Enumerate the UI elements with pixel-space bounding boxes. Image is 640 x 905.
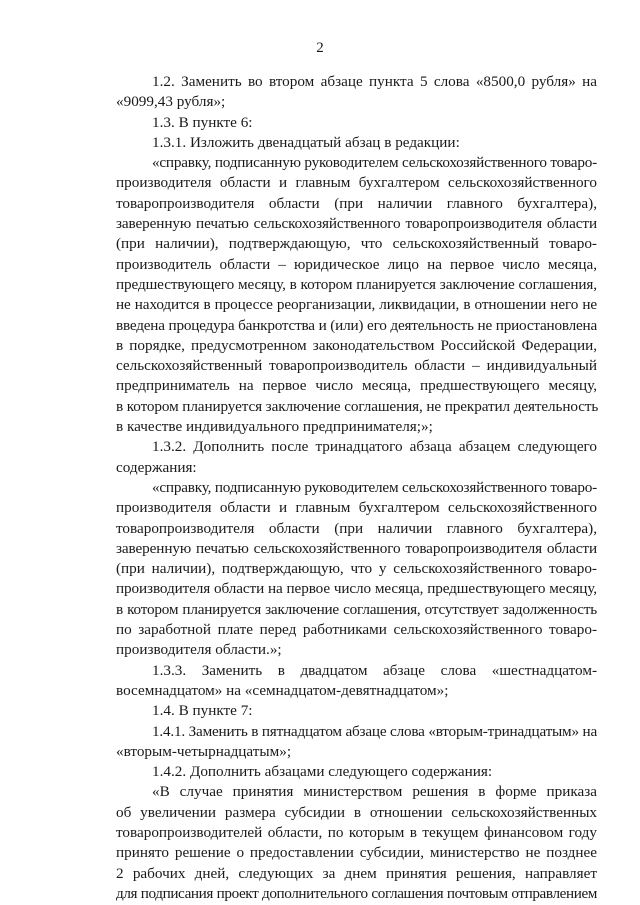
text-line: 1.4. В пункте 7: <box>152 702 253 720</box>
text-line: принято решение о предоставлении субсидии, министерство не позднее <box>116 844 597 862</box>
text-line: по заработной плате перед работниками сельскохозяйственного товаро- <box>116 621 597 639</box>
text-line: товаропроизводителя области (при наличии главного бухгалтера), <box>116 519 597 537</box>
text-line: товаропроизводителей области, по которым в текущем финансовом году <box>116 823 597 841</box>
text-line: «9099,43 рубля»; <box>116 93 226 111</box>
text-line: 2 рабочих дней, следующих за днем принятия решения, направляет <box>116 864 597 882</box>
text-line: 1.3.3. Заменить в двадцатом абзаце слова «шестнадцатом- <box>152 661 597 679</box>
text-line: 1.4.1. Заменить в пятнадцатом абзаце слова «вторым-тринадцатым» на <box>152 722 597 740</box>
text-line: в порядке, предусмотренном законодательством Российской Федерации, <box>116 336 597 354</box>
text-line: «вторым-четырнадцатым»; <box>116 742 292 760</box>
document-body <box>116 72 597 904</box>
text-line: заверенную печатью сельскохозяйственного товаропроизводителя области <box>116 539 597 557</box>
text-line: производителя области на первое число месяца, предшествующего месяцу, <box>116 580 597 598</box>
text-line: «справку, подписанную руководителем сельскохозяйственного товаро- <box>152 154 597 172</box>
page-number: 2 <box>316 40 324 56</box>
text-line: в качестве индивидуального предпринимателя;»; <box>116 418 433 436</box>
text-line: не находится в процессе реорганизации, ликвидации, в отношении него не <box>116 296 597 314</box>
text-line: «В случае принятия министерством решения в форме приказа <box>152 783 597 801</box>
text-line: для подписания проект дополнительного соглашения почтовым отправлением <box>116 884 597 902</box>
text-line: 1.3.1. Изложить двенадцатый абзац в редакции: <box>152 133 460 151</box>
text-line: (при наличии), подтверждающую, что у сельскохозяйственного товаро- <box>116 560 597 578</box>
text-line: введена процедура банкротства и (или) его деятельность не приостановлена <box>116 316 597 334</box>
text-line: заверенную печатью сельскохозяйственного товаропроизводителя области <box>116 215 597 233</box>
text-line: восемнадцатом» на «семнадцатом-девятнадцатом»; <box>116 681 449 699</box>
text-line: в котором планируется заключение соглашения, отсутствует задолженность <box>116 600 597 618</box>
text-line: содержания: <box>116 458 197 476</box>
text-line: 1.3. В пункте 6: <box>152 113 253 131</box>
text-line: 1.4.2. Дополнить абзацами следующего содержания: <box>152 763 493 781</box>
text-line: производителя области и главным бухгалтером сельскохозяйственного <box>116 174 597 192</box>
text-line: 1.3.2. Дополнить после тринадцатого абзаца абзацем следующего <box>152 438 597 456</box>
text-line: «справку, подписанную руководителем сельскохозяйственного товаро- <box>152 478 597 496</box>
text-line: (при наличии), подтверждающую, что сельскохозяйственный товаро- <box>116 235 597 253</box>
text-line: предприниматель на первое число месяца, предшествующего месяцу, <box>116 377 597 395</box>
text-line: сельскохозяйственный товаропроизводитель области – индивидуальный <box>116 357 597 375</box>
text-line: производителя области и главным бухгалтером сельскохозяйственного <box>116 499 597 517</box>
text-line: в котором планируется заключение соглашения, не прекратил деятельность <box>116 397 599 415</box>
text-line: товаропроизводителя области (при наличии главного бухгалтера), <box>116 194 597 212</box>
text-line: предшествующего месяцу, в котором планируется заключение соглашения, <box>116 275 597 293</box>
text-line: производитель области – юридическое лицо на первое число месяца, <box>116 255 597 273</box>
text-line: производителя области.»; <box>116 641 282 659</box>
text-line: 1.2. Заменить во втором абзаце пункта 5 слова «8500,0 рубля» на <box>152 73 597 90</box>
text-line: об увеличении размера субсидии в отношении сельскохозяйственных <box>116 803 597 821</box>
